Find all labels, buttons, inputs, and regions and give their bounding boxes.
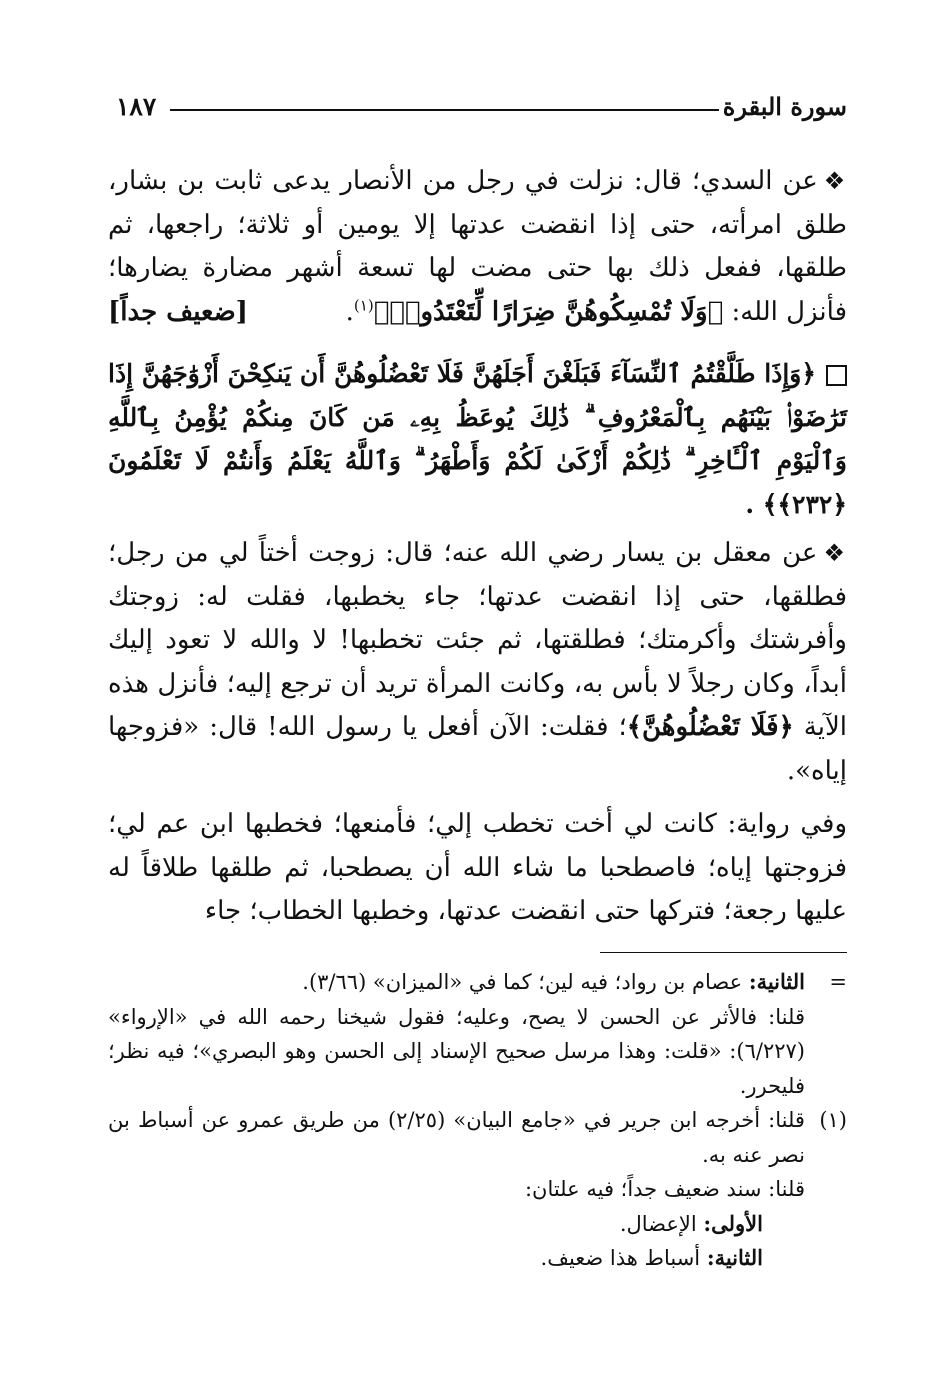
footnote-text: قلنا: أخرجه ابن جرير في «جامع البيان» (٢/٢٥) من طريق عمرو عن أسباط بن نصر عنه به. (108, 1108, 805, 1167)
square-outline-icon (826, 365, 847, 386)
footnote-1 (108, 1103, 847, 1172)
grade-label: [ضعيف جداً] (108, 296, 248, 327)
hadith-paragraph (108, 160, 847, 334)
footnote-line (108, 1207, 847, 1242)
period: . (345, 296, 354, 327)
footnote-text: أسباط هذا ضعيف. (540, 1246, 701, 1270)
riwaya-paragraph (108, 803, 847, 934)
hadith-text: عن السدي؛ قال: نزلت في رجل من الأنصار يدعى ثابت بن بشار، طلق امرأته، حتى إذا انقضت عدتها إلا يومين أو ثلاثة؛ راجعها، ثم طلقها، ففعل ذلك بها حتى مضت لها تسعة أشهر مضارة يضارها؛ فأنزل الله: (108, 166, 847, 327)
footnote-number: (١) (819, 1108, 847, 1132)
footnote-line (108, 1241, 847, 1276)
hadith-text-before: عن معقل بن يسار رضي الله عنه؛ قال: زوجت أختاً لي من رجل؛ فطلقها، حتى إذا انقضت عدتها؛ جاء يخطبها، فقلت له: زوجتك وأفرشتك وأكرمتك؛ فطلقتها، ثم جئت تخطبها! لا والله لا تعود إليك أبداً، وكان رجلاً لا بأس به، وكانت المرأة تريد أن ترجع إليه؛ فأنزل هذه الآية (108, 538, 847, 742)
footnote-line: قلنا: سند ضعيف جداً؛ فيه علتان: (524, 1177, 805, 1201)
footnote-ref[interactable]: (١) (353, 295, 374, 314)
diamond-bullet-icon: ❖ (823, 539, 848, 567)
ayah-paragraph (108, 352, 847, 526)
quran-quote: ﴿فَلَا تَعْضُلُوهُنَّ﴾ (626, 712, 794, 742)
footnote-continuation (108, 965, 847, 1000)
footnote-label: الأولى: (703, 1210, 763, 1236)
quran-quote: ﴿وَلَا تُمْسِكُوهُنَّ ضِرَارًا لِّتَعْتَدُوا۟﴾ (373, 296, 724, 327)
page-header (108, 92, 847, 132)
continuation-marker: = (829, 970, 847, 994)
footnotes (108, 965, 847, 1276)
footnote-label: الثانية: (748, 969, 805, 994)
footnote-label: الثانية: (706, 1245, 763, 1270)
sura-title: سورة البقرة (722, 92, 847, 121)
footnote-text: الإعضال. (619, 1211, 697, 1236)
hadith-text-after: ؛ فقلت: الآن أفعل يا رسول الله! قال: «فزوجها إياه». (108, 712, 847, 786)
riwaya-text: وفي رواية: كانت لي أخت تخطب إلي؛ فأمنعها؛ فخطبها ابن عم لي؛ فزوجتها إياه؛ فاصطحبا ما شاء الله أن يصطحبا، ثم طلقها طلاقاً له عليها رجعة؛ فتركها حتى انقضت عدتها، وخطبها الخطاب؛ جاء (108, 809, 847, 926)
main-text (108, 160, 847, 934)
ayah-text: ﴿وَإِذَا طَلَّقْتُمُ ٱلنِّسَآءَ فَبَلَغْنَ أَجَلَهُنَّ فَلَا تَعْضُلُوهُنَّ أَن يَنكِحْنَ أَزْوَٰجَهُنَّ إِذَا تَرَٰضَوْا۟ بَيْنَهُم بِٱلْمَعْرُوفِ ۗ ذَٰلِكَ يُوعَظُ بِهِۦ مَن كَانَ مِنكُمْ يُؤْمِنُ بِٱللَّهِ وَٱلْيَوْمِ ٱلْـَٔاخِرِ ۗ ذَٰلِكُمْ أَزْكَىٰ لَكُمْ وَأَطْهَرُ ۗ وَٱللَّهُ يَعْلَمُ وَأَنتُمْ لَا تَعْلَمُونَ ﴿٢٣٢﴾﴾ . (108, 359, 847, 519)
footnote-text: عصام بن رواد؛ فيه لين؛ كما في «الميزان» (٣/٦٦). (302, 970, 743, 994)
footnote-separator (600, 952, 847, 953)
diamond-bullet-icon: ❖ (823, 167, 848, 195)
header-rule (170, 109, 719, 111)
footnote-paragraph: قلنا: فالأثر عن الحسن لا يصح، وعليه؛ فقول شيخنا رحمه الله في «الإرواء» (٦/٢٢٧): «قلت: وهذا مرسل صحيح الإسناد إلى الحسن وهو البصري»؛ فيه نظر؛ فليحرر. (108, 1004, 805, 1098)
hadith-paragraph-2 (108, 532, 847, 793)
page-number: ١٨٧ (116, 92, 157, 121)
